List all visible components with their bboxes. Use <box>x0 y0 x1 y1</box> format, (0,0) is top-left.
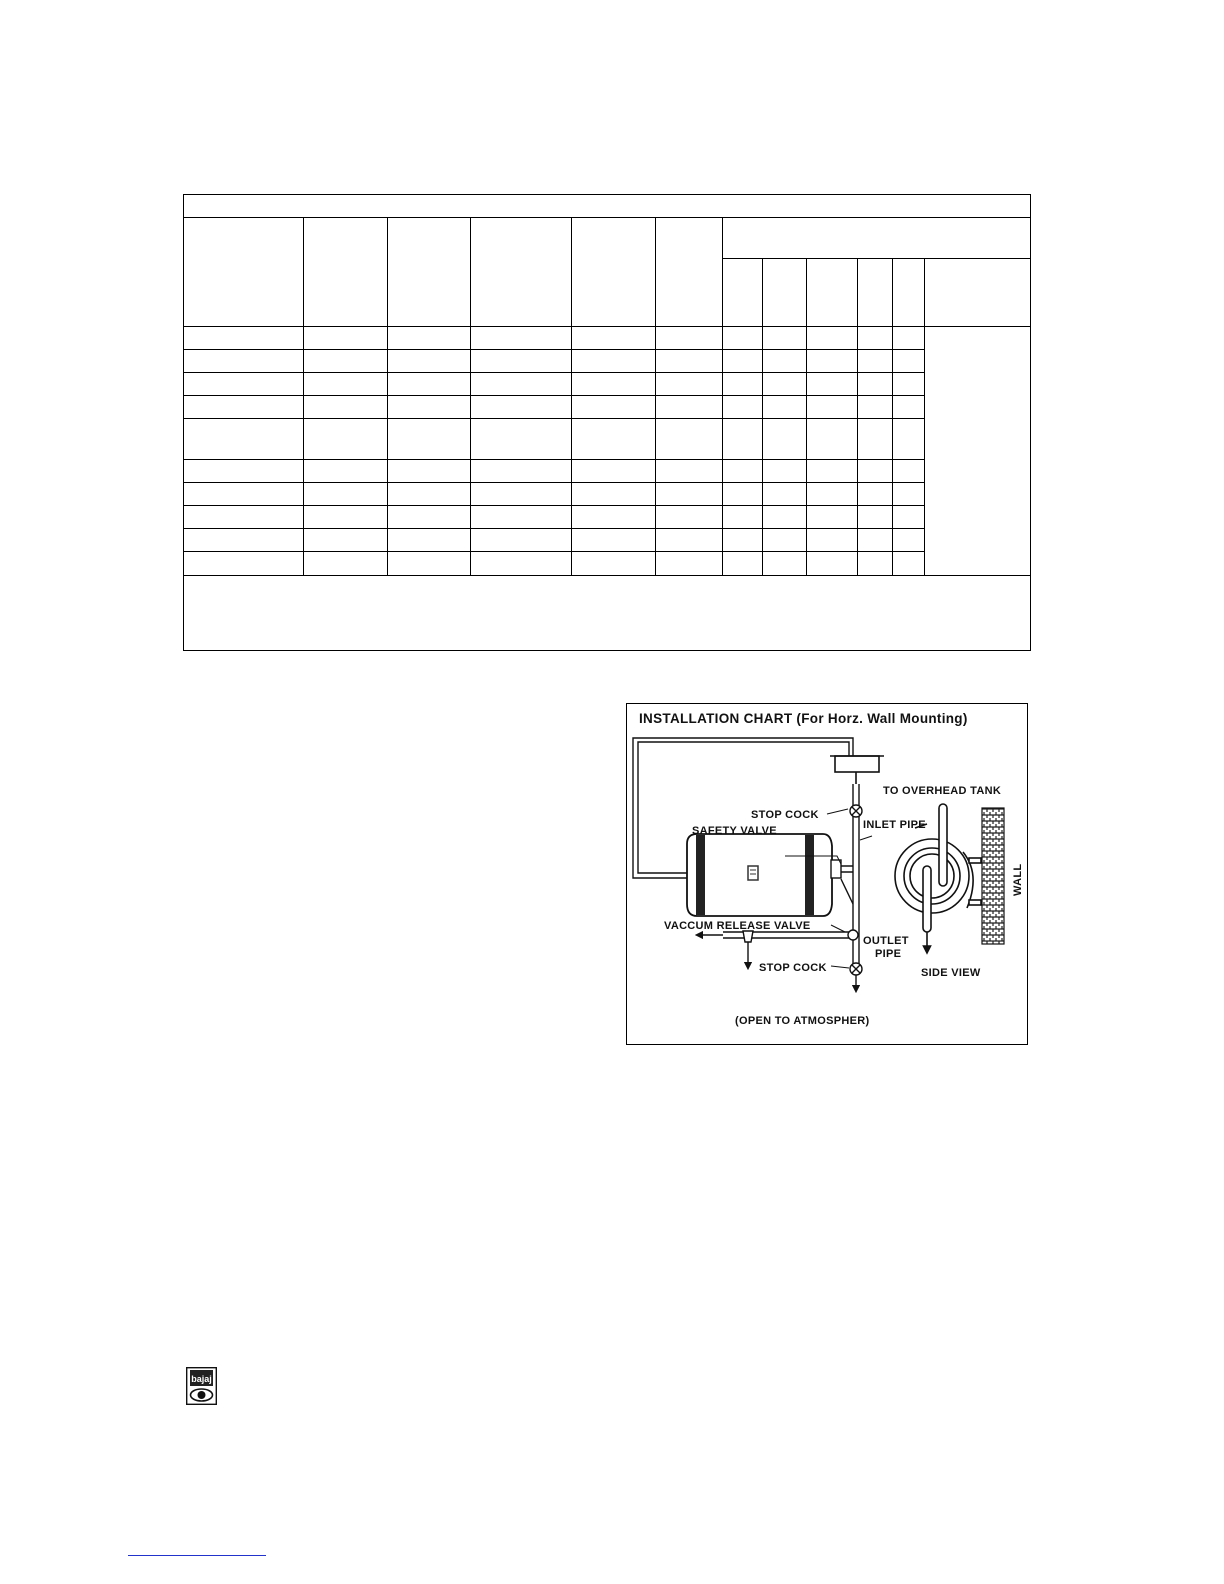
table-cell <box>893 395 925 418</box>
wall-label: WALL <box>1012 863 1024 896</box>
chart-title: INSTALLATION CHART (For Horz. Wall Mounting) <box>639 711 968 726</box>
table-cell <box>807 460 858 483</box>
table-cell <box>656 460 723 483</box>
header-cell <box>656 218 723 326</box>
table-cell <box>388 529 471 552</box>
table-cell <box>471 349 572 372</box>
table-cell <box>388 395 471 418</box>
table-cell <box>184 372 304 395</box>
bajaj-logo <box>186 1367 217 1405</box>
table-cell <box>304 552 388 575</box>
table-cell <box>807 483 858 506</box>
table-cell <box>471 529 572 552</box>
table-cell <box>184 460 304 483</box>
table-cell <box>184 418 304 459</box>
table-cell <box>893 552 925 575</box>
table-cell <box>572 460 656 483</box>
table-cell <box>807 529 858 552</box>
table-cell <box>656 552 723 575</box>
table-cell <box>807 372 858 395</box>
table-cell <box>893 418 925 459</box>
table-cell <box>763 552 807 575</box>
table-cell <box>572 349 656 372</box>
table-cell <box>304 483 388 506</box>
table-cell <box>893 460 925 483</box>
table-cell <box>858 506 893 529</box>
table-cell <box>388 372 471 395</box>
table-cell <box>184 349 304 372</box>
table-cell <box>471 395 572 418</box>
table-cell <box>388 418 471 459</box>
table-cell <box>893 483 925 506</box>
table-cell <box>184 483 304 506</box>
table-cell <box>388 506 471 529</box>
logo-wordmark: bajaj <box>191 1374 212 1384</box>
table-cell <box>184 506 304 529</box>
subheader-cell <box>763 259 807 326</box>
table-cell <box>807 349 858 372</box>
outlet-label: OUTLET <box>863 935 909 947</box>
table-cell <box>471 552 572 575</box>
table-cell <box>807 326 858 349</box>
table-cell <box>471 460 572 483</box>
table-cell <box>572 326 656 349</box>
table-cell <box>893 506 925 529</box>
table-cell <box>471 506 572 529</box>
table-cell <box>893 349 925 372</box>
overhead-tank-label: TO OVERHEAD TANK <box>883 785 1002 797</box>
table-cell <box>572 506 656 529</box>
table-cell <box>858 552 893 575</box>
table-cell <box>388 483 471 506</box>
table-cell <box>471 418 572 459</box>
subheader-cell <box>893 259 925 326</box>
subheader-cell <box>925 259 1031 326</box>
table-cell <box>858 418 893 459</box>
table-cell <box>656 326 723 349</box>
table-cell <box>763 372 807 395</box>
table-cell <box>763 349 807 372</box>
table-cell <box>184 395 304 418</box>
table-cell <box>304 326 388 349</box>
table-cell <box>304 395 388 418</box>
footer-rule <box>128 1555 266 1556</box>
inlet-pipe-label: INLET PIPE <box>863 819 926 831</box>
table-cell <box>304 418 388 459</box>
table-cell <box>858 460 893 483</box>
overhead-cistern <box>830 756 884 784</box>
installation-diagram <box>627 704 1027 1044</box>
table-cell <box>807 395 858 418</box>
table-cell <box>723 349 763 372</box>
table-cell <box>656 529 723 552</box>
table-cell <box>858 349 893 372</box>
table-cell <box>763 483 807 506</box>
table-cell <box>723 483 763 506</box>
header-cell <box>471 218 572 326</box>
table-cell <box>723 395 763 418</box>
subheader-cell <box>858 259 893 326</box>
pipe-label: PIPE <box>875 948 902 960</box>
table-cell <box>807 552 858 575</box>
side-view-label: SIDE VIEW <box>921 967 981 979</box>
table-cell <box>763 460 807 483</box>
table-cell <box>893 372 925 395</box>
table-cell <box>723 418 763 459</box>
table-cell <box>807 506 858 529</box>
table-cell <box>763 326 807 349</box>
specification-table <box>183 194 1031 651</box>
subheader-cell <box>723 259 763 326</box>
subheader-cell <box>807 259 858 326</box>
stop-cock-bottom-label: STOP COCK <box>759 962 827 974</box>
table-cell <box>471 326 572 349</box>
table-cell <box>572 418 656 459</box>
stop-cock-top-label: STOP COCK <box>751 809 819 821</box>
installation-chart <box>626 703 1028 1045</box>
table-cell <box>656 372 723 395</box>
table-cell <box>858 483 893 506</box>
table-cell <box>471 372 572 395</box>
table-cell <box>723 552 763 575</box>
table-cell <box>304 372 388 395</box>
table-cell <box>723 529 763 552</box>
table-cell <box>388 552 471 575</box>
table-cell <box>471 483 572 506</box>
heater-tank <box>687 834 853 916</box>
table-cell <box>304 506 388 529</box>
header-cell <box>388 218 471 326</box>
dimensions-group-header <box>723 218 1031 259</box>
table-cell <box>723 460 763 483</box>
table-cell <box>763 418 807 459</box>
open-to-atmosphere-label: (OPEN TO ATMOSPHER) <box>735 1015 870 1027</box>
table-cell <box>388 460 471 483</box>
table-cell <box>184 529 304 552</box>
header-cell <box>572 218 656 326</box>
table-cell <box>388 349 471 372</box>
table-cell <box>763 395 807 418</box>
stop-cock-bottom <box>850 963 862 975</box>
table-cell <box>184 552 304 575</box>
table-cell <box>763 529 807 552</box>
wall-hatch <box>982 808 1004 944</box>
table-title-cell <box>184 195 1031 218</box>
header-cell <box>184 218 304 326</box>
table-cell <box>572 552 656 575</box>
stop-cock-top <box>850 805 862 817</box>
table-cell <box>572 395 656 418</box>
table-cell <box>893 529 925 552</box>
table-cell <box>858 529 893 552</box>
table-cell <box>858 372 893 395</box>
table-cell <box>304 460 388 483</box>
table-cell <box>763 506 807 529</box>
table-cell <box>858 395 893 418</box>
table-cell <box>893 326 925 349</box>
vaccum-release-valve-label: VACCUM RELEASE VALVE <box>664 920 811 932</box>
table-cell <box>807 418 858 459</box>
table-cell <box>723 506 763 529</box>
safety-valve-label: SAFETY VALVE <box>692 825 777 837</box>
table-cell <box>656 506 723 529</box>
table-cell <box>656 483 723 506</box>
table-footnote-cell <box>184 575 1031 650</box>
header-cell <box>304 218 388 326</box>
table-cell <box>304 349 388 372</box>
table-cell <box>858 326 893 349</box>
table-cell <box>184 326 304 349</box>
vaccum-release-valve <box>699 931 753 966</box>
table-cell <box>572 529 656 552</box>
merged-notes-cell <box>925 326 1031 575</box>
table-cell <box>656 418 723 459</box>
table-cell <box>304 529 388 552</box>
table-cell <box>572 483 656 506</box>
table-cell <box>656 349 723 372</box>
table-cell <box>656 395 723 418</box>
table-cell <box>723 326 763 349</box>
table-cell <box>572 372 656 395</box>
table-cell <box>388 326 471 349</box>
table-cell <box>723 372 763 395</box>
